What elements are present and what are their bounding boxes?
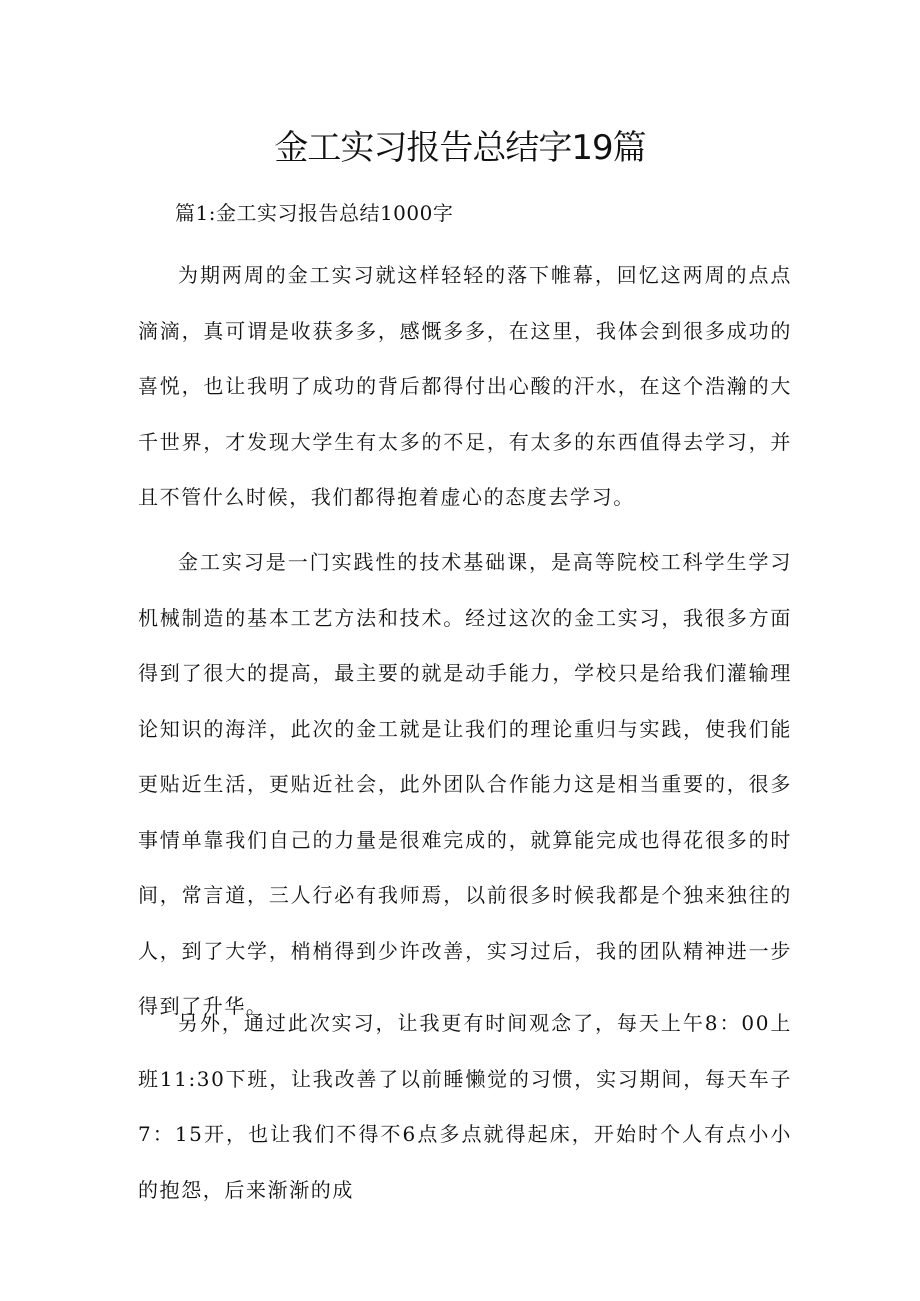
paragraph-3: 另外，通过此次实习，让我更有时间观念了，每天上午8：00上班11:30下班，让我改善了以前睡懒觉的习惯，实习期间，每天车子7：15开，也让我们不得不6点多点就得起床，开始时个人有点小小的抱怨，后来渐渐的成 [138, 1011, 792, 1202]
section-heading: 篇1:金工实习报告总结1000字 [175, 201, 454, 225]
paragraph-2: 金工实习是一门实践性的技术基础课，是高等院校工科学生学习机械制造的基本工艺方法和技术。经过这次的金工实习，我很多方面得到了很大的提高，最主要的就是动手能力，学校只是给我们灌输理论知识的海洋，此次的金工就是让我们的理论重归与实践，使我们能更贴近生活，更贴近社会，此外团队合作能力这是相当重要的，很多事情单靠我们自己的力量是很难完成的，就算能完成也得花很多的时间，常言道，三人行必有我师焉，以前很多时候我都是个独来独往的人，到了大学，梢梢得到少许改善，实习过后，我的团队精神进一步得到了升华。 [138, 550, 792, 1018]
document-title: 金工实习报告总结字19篇 [274, 128, 646, 168]
paragraph-1: 为期两周的金工实习就这样轻轻的落下帷幕，回忆这两周的点点滴滴，真可谓是收获多多，感慨多多，在这里，我体会到很多成功的喜悦，也让我明了成功的背后都得付出心酸的汗水，在这个浩瀚的大千世界，才发现大学生有太多的不足，有太多的东西值得去学习，并且不管什么时候，我们都得抱着虚心的态度去学习。 [138, 263, 792, 509]
